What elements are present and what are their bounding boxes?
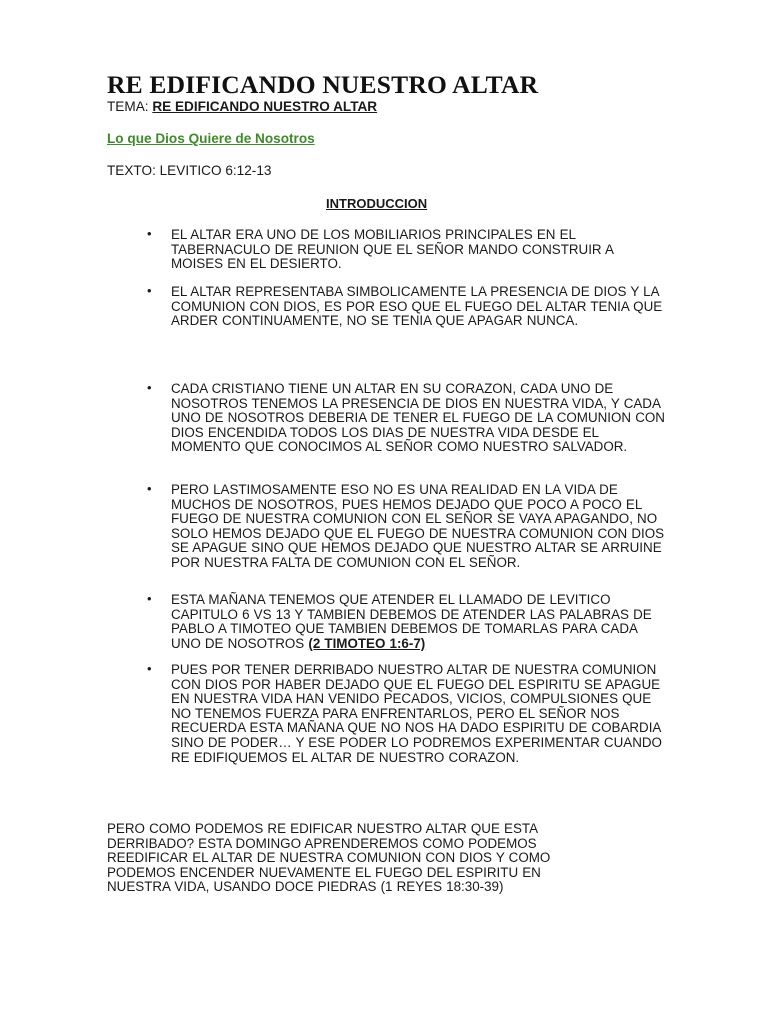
texto-reference: TEXTO: LEVITICO 6:12-13 [107, 163, 272, 178]
tema-line [107, 99, 377, 114]
bullet-text [171, 593, 667, 651]
closing-paragraph: PERO COMO PODEMOS RE EDIFICAR NUESTRO ALTAR QUE ESTA DERRIBADO? ESTA DOMINGO APRENDEREMOS COMO PODEMOS REEDIFICAR EL ALTAR DE NUESTRA COMUNION CON DIOS Y COMO PODEMOS ENCENDER NUEVAMENTE EL FUEGO DEL ESPIRITU EN NUESTRA VIDA, USANDO DOCE PIEDRAS (1 REYES 18:30-39) [107, 821, 551, 895]
bullet-icon: • [147, 591, 152, 606]
bullet-icon: • [147, 481, 152, 496]
bullet-text-body: ESTA MAÑANA TENEMOS QUE ATENDER EL LLAMADO DE LEVITICO CAPITULO 6 VS 13 Y TAMBIEN DEBEMOS DE ATENDER LAS PALABRAS DE PABLO A TIMOTEO QUE TAMBIEN DEBEMOS DE TOMARLAS PARA CADA UNO DE NOSOTROS [171, 592, 652, 651]
bullet-icon: • [147, 661, 152, 676]
tema-value: RE EDIFICANDO NUESTRO ALTAR [152, 99, 378, 114]
bullet-icon: • [147, 380, 152, 395]
list-item [147, 285, 667, 329]
list-item [147, 382, 667, 455]
list-item [147, 663, 667, 765]
subtitle-link[interactable]: Lo que Dios Quiere de Nosotros [107, 131, 315, 146]
list-item [147, 228, 667, 272]
bullet-text: PUES POR TENER DERRIBADO NUESTRO ALTAR DE NUESTRA COMUNION CON DIOS POR HABER DEJADO QUE EL FUEGO DEL ESPIRITU SE APAGUE EN NUESTRA VIDA HAN VENIDO PECADOS, VICIOS, COMPULSIONES QUE NO TENEMOS FUERZA PARA ENFRENTARLOS, PERO EL SEÑOR NOS RECUERDA ESTA MAÑANA QUE NO NOS HA DADO ESPIRITU DE COBARDIA SINO DE PODER… Y ESE PODER LO PODREMOS EXPERIMENTAR CUANDO RE EDIFIQUEMOS EL ALTAR DE NUESTRO CORAZON. [171, 662, 662, 765]
tema-label: TEMA: [107, 99, 153, 114]
bullet-icon: • [147, 283, 152, 298]
bullet-text: EL ALTAR REPRESENTABA SIMBOLICAMENTE LA PRESENCIA DE DIOS Y LA COMUNION CON DIOS, ES POR ESO QUE EL FUEGO DEL ALTAR TENIA QUE ARDER CONTINUAMENTE, NO SE TENIA QUE APAGAR NUNCA. [171, 284, 663, 329]
scripture-reference-link[interactable]: (2 TIMOTEO 1:6-7) [308, 635, 426, 651]
bullet-text: CADA CRISTIANO TIENE UN ALTAR EN SU CORAZON, CADA UNO DE NOSOTROS TENEMOS LA PRESENCIA DE DIOS EN NUESTRA VIDA, Y CADA UNO DE NOSOTROS DEBERIA DE TENER EL FUEGO DE LA COMUNION CON DIOS ENCENDIDA TODOS LOS DIAS DE NUESTRA VIDA DESDE EL MOMENTO QUE CONOCIMOS AL SEÑOR COMO NUESTRO SALVADOR. [171, 381, 665, 455]
list-item [147, 593, 667, 651]
bullet-icon: • [147, 226, 152, 241]
document-title: RE EDIFICANDO NUESTRO ALTAR [107, 70, 539, 99]
introduccion-heading: INTRODUCCION [326, 196, 428, 211]
list-item [147, 483, 667, 571]
bullet-text: EL ALTAR ERA UNO DE LOS MOBILIARIOS PRINCIPALES EN EL TABERNACULO DE REUNION QUE EL SEÑOR MANDO CONSTRUIR A MOISES EN EL DESIERTO. [171, 227, 614, 272]
bullet-text: PERO LASTIMOSAMENTE ESO NO ES UNA REALIDAD EN LA VIDA DE MUCHOS DE NOSOTROS, PUES HEMOS DEJADO QUE POCO A POCO EL FUEGO DE NUESTRA COMUNION CON EL SEÑOR SE VAYA APAGANDO, NO SOLO HEMOS DEJADO QUE EL FUEGO DE NUESTRA COMUNION CON DIOS SE APAGUE SINO QUE HEMOS DEJADO QUE NUESTRO ALTAR SE ARRUINE POR NUESTRA FALTA DE COMUNION CON EL SEÑOR. [171, 482, 665, 570]
